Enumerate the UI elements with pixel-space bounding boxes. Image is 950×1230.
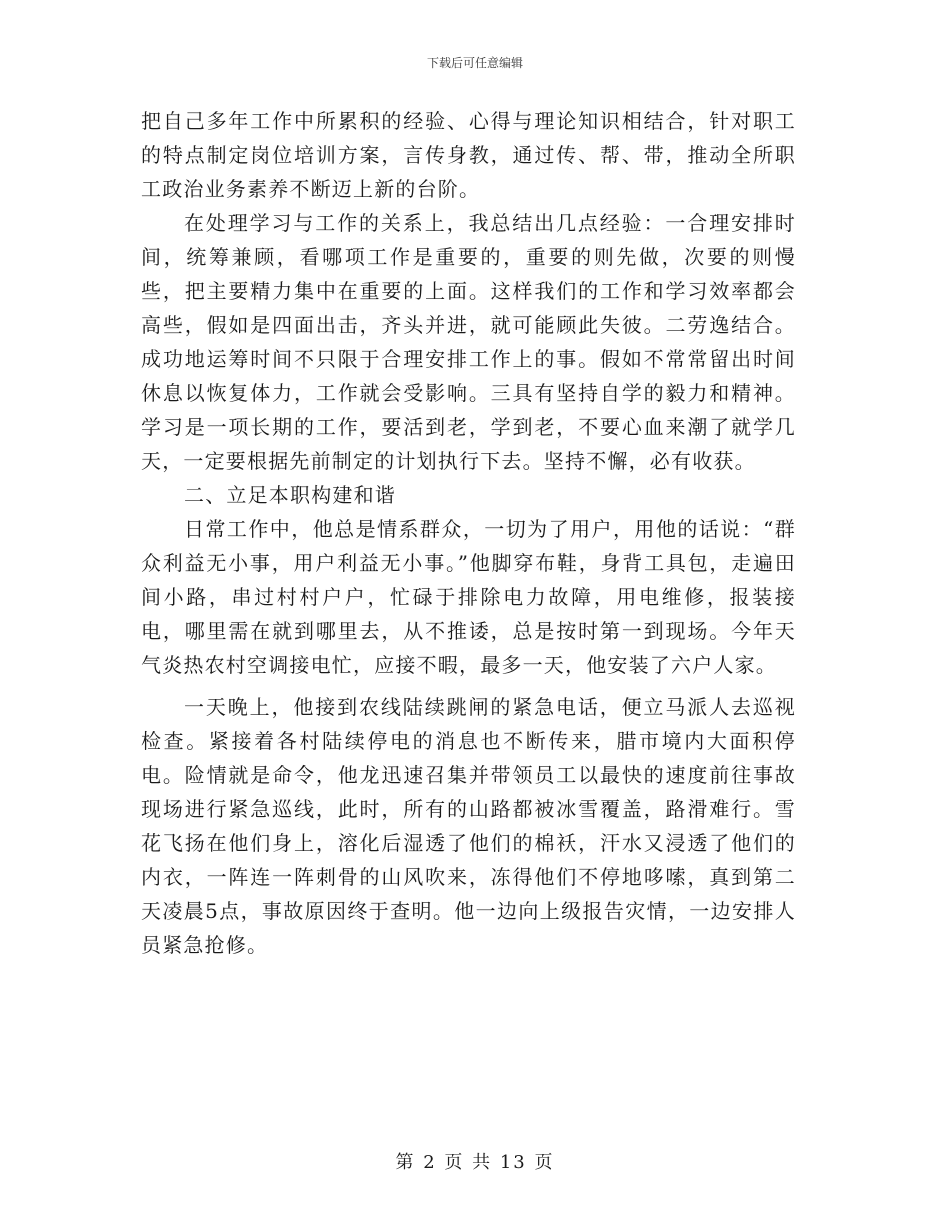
paragraph-3: 日常工作中，他总是情系群众，一切为了用户，用他的话说：“群众利益无小事，用户利益无小事。”他脚穿布鞋，身背工具包，走遍田间小路，串过村村户户，忙碌于排除电力故障，用电维修，报装接电，哪里需在就到哪里去，从不推诿，总是按时第一到现场。今年天气炎热农村空调接电忙，应接不暇，最多一天，他安装了六户人家。: [141, 517, 796, 677]
paragraph-2: 在处理学习与工作的关系上，我总结出几点经验：一合理安排时间，统筹兼顾，看哪项工作是重要的，重要的则先做，次要的则慢些，把主要精力集中在重要的上面。这样我们的工作和学习效率都会高些，假如是四面出击，齐头并进，就可能顾此失彼。二劳逸结合。成功地运筹时间不只限于合理安排工作上的事。假如不常常留出时间休息以恢复体力，工作就会受影响。三具有坚持自学的毅力和精神。学习是一项长期的工作，要活到老，学到老，不要心血来潮了就学几天，一定要根据先前制定的计划执行下去。坚持不懈，必有收获。: [141, 211, 796, 473]
page-number: 第 2 页 共 13 页: [395, 1152, 555, 1173]
paragraph-4: 一天晚上，他接到农线陆续跳闸的紧急电话，便立马派人去巡视检查。紧接着各村陆续停电的消息也不断传来，腊市境内大面积停电。险情就是命令，他龙迅速召集并带领员工以最快的速度前往事故现场进行紧急巡线，此时，所有的山路都被冰雪覆盖，路滑难行。雪花飞扬在他们身上，溶化后湿透了他们的棉袄，汗水又浸透了他们的内衣，一阵连一阵刺骨的山风吹来，冻得他们不停地哆嗦，真到第二天凌晨5点，事故原因终于查明。他一边向上级报告灾情，一边安排人员紧急抢修。: [141, 695, 796, 957]
paragraph-1: 把自己多年工作中所累积的经验、心得与理论知识相结合，针对职工的特点制定岗位培训方案，言传身教，通过传、帮、带，推动全所职工政治业务素养不断迈上新的台阶。: [141, 109, 796, 201]
section-heading: 二、立足本职构建和谐: [184, 483, 396, 507]
document-body: [141, 104, 796, 962]
page-header: 下载后可任意编辑: [426, 56, 523, 70]
